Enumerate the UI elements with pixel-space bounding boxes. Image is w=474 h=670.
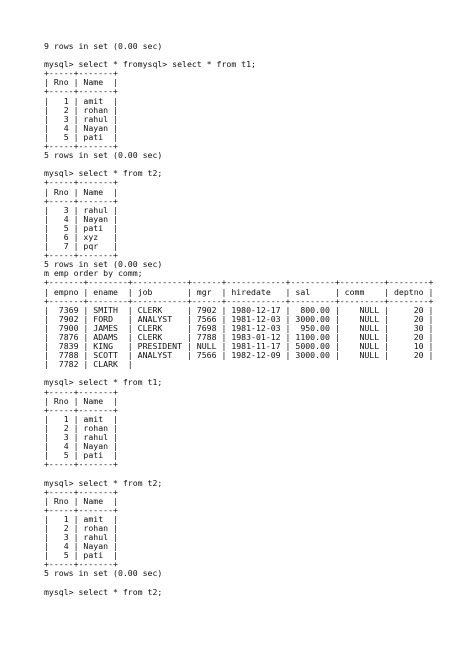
table-border: +-----+-------+ [44, 404, 118, 415]
table-row: | 7782 | CLARK | [44, 359, 133, 370]
table-border: +-----+-------+ [44, 195, 118, 206]
table-border: +-------+--------+-----------+------+------------+---------+---------+--------+ [44, 277, 434, 288]
table-border: +-----+-------+ [44, 486, 118, 497]
table-row: | 4 | Nayan | [44, 541, 118, 552]
table-border: +-----+-------+ [44, 141, 118, 152]
table-row: | 7900 | JAMES | CLERK | 7698 | 1981-12-03 | 950.00 | NULL | 30 | [44, 322, 434, 333]
table-row: | 4 | Nayan | [44, 122, 118, 133]
table-border: +-----+-------+ [44, 504, 118, 515]
table-header: | empno | ename | job | mgr | hiredate | sal | comm | deptno | [44, 286, 434, 297]
status-line: 5 rows in set (0.00 sec) [44, 150, 163, 161]
table-row: | 1 | amit | [44, 513, 118, 524]
table-row: | 4 | Nayan | [44, 213, 118, 224]
table-row: | 3 | rahul | [44, 204, 118, 215]
table-row: | 7788 | SCOTT | ANALYST | 7566 | 1982-12-09 | 3000.00 | NULL | 20 | [44, 350, 434, 361]
query-line: m emp order by comm; [44, 268, 143, 279]
table-border: +-----+-------+ [44, 86, 118, 97]
query-line: mysql> select * fromysql> select * from t1; [44, 59, 256, 70]
table-border: +-----+-------+ [44, 459, 118, 470]
table-row: | 1 | amit | [44, 95, 118, 106]
table-row: | 7369 | SMITH | CLERK | 7902 | 1980-12-17 | 800.00 | NULL | 20 | [44, 304, 434, 315]
table-row: | 5 | pati | [44, 450, 118, 461]
table-border: +-----+-------+ [44, 250, 118, 261]
table-row: | 5 | pati | [44, 222, 118, 233]
table-row: | 5 | pati | [44, 131, 118, 142]
table-row: | 5 | pati | [44, 550, 118, 561]
table-row: | 3 | rahul | [44, 113, 118, 124]
table-row: | 3 | rahul | [44, 532, 118, 543]
query-line: mysql> select * from t1; [44, 377, 163, 388]
table-border: +-----+-------+ [44, 386, 118, 397]
status-line: 9 rows in set (0.00 sec) [44, 41, 163, 51]
table-row: | 2 | rohan | [44, 422, 118, 433]
table-header: | Rno | Name | [44, 77, 118, 88]
table-row: | 7876 | ADAMS | CLERK | 7788 | 1983-01-12 | 1100.00 | NULL | 20 | [44, 332, 434, 342]
table-row: | 1 | amit | [44, 413, 118, 424]
table-border: +-------+--------+-----------+------+------------+---------+---------+--------+ [44, 295, 434, 306]
table-header: | Rno | Name | [44, 495, 118, 506]
table-row: | 7839 | KING | PRESIDENT | NULL | 1981-11-17 | 5000.00 | NULL | 10 | [44, 341, 434, 352]
query-line: mysql> select * from t2; [44, 586, 163, 597]
table-header: | Rno | Name | [44, 186, 118, 197]
table-row: | 2 | rohan | [44, 104, 118, 115]
table-row: | 4 | Nayan | [44, 441, 118, 452]
table-border: +-----+-------+ [44, 559, 118, 570]
query-line: mysql> select * from t2; [44, 477, 163, 488]
table-border: +-----+-------+ [44, 177, 118, 188]
table-row: | 3 | rahul | [44, 432, 118, 443]
table-border: +-----+-------+ [44, 68, 118, 79]
console-output [44, 42, 433, 597]
table-row: | 7902 | FORD | ANALYST | 7566 | 1981-12-03 | 3000.00 | NULL | 20 | [44, 313, 434, 324]
table-row: | 6 | xyz | [44, 231, 118, 242]
status-line: 5 rows in set (0.00 sec) [44, 568, 163, 579]
status-line: 5 rows in set (0.00 sec) [44, 259, 163, 270]
table-row: | 7 | pqr | [44, 241, 118, 252]
query-line: mysql> select * from t2; [44, 168, 163, 179]
table-header: | Rno | Name | [44, 395, 118, 406]
table-row: | 2 | rohan | [44, 522, 118, 533]
